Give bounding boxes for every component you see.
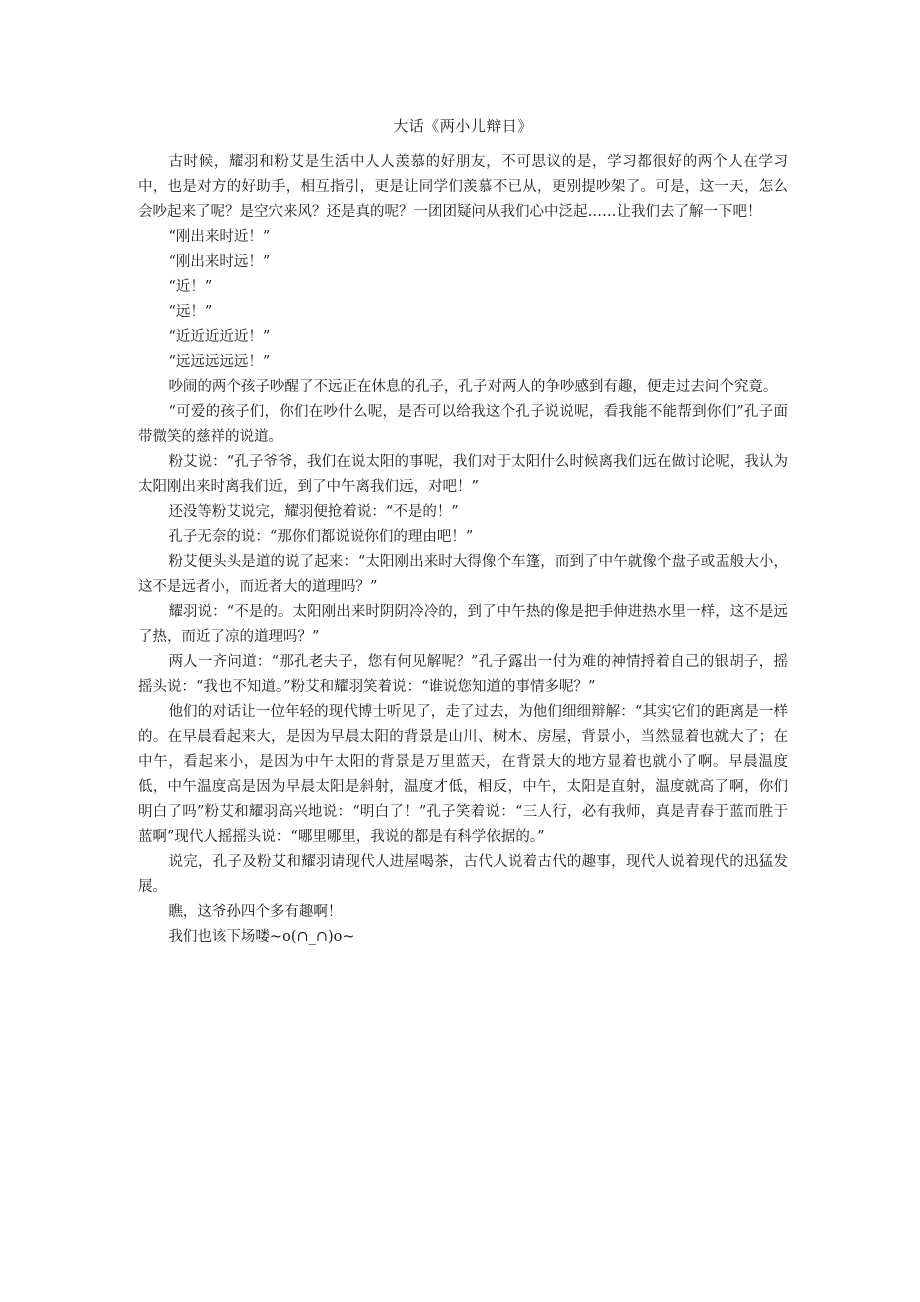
document-body: [138, 150, 788, 950]
paragraph: “可爱的孩子们，你们在吵什么呢，是否可以给我这个孔子说说呢，看我能不能帮到你们”孔子面带微笑的慈祥的说道。: [138, 404, 788, 445]
document-page: [138, 114, 788, 950]
document-title: 大话《两小儿辩日》: [393, 117, 533, 135]
paragraph: 瞧，这爷孙四个多有趣啊！: [168, 904, 343, 920]
paragraph: 粉艾便头头是道的说了起来：“太阳刚出来时大得像个车篷，而到了中午就像个盘子或盂般大小，这不是远者小，而近者大的道理吗？”: [138, 554, 788, 595]
paragraph: 两人一齐问道：“那孔老夫子，您有何见解呢？”孔子露出一付为难的神情捋着自己的银胡子，摇摇头说：“我也不知道。”粉艾和耀羽笑着说：“谁说您知道的事情多呢？”: [138, 654, 788, 695]
paragraph: 粉艾说：“孔子爷爷，我们在说太阳的事呢，我们对于太阳什么时候离我们远在做讨论呢，我认为太阳刚出来时离我们近，到了中午离我们远，对吧！”: [138, 454, 788, 495]
paragraph-closing: 我们也该下场喽~o(∩_∩)o~: [168, 929, 355, 945]
dialogue-line: “刚出来时远！”: [168, 254, 271, 270]
paragraph: 耀羽说：“不是的。太阳刚出来时阴阴冷冷的，到了中午热的像是把手伸进热水里一样，这不是远了热，而近了凉的道理吗？”: [138, 604, 788, 645]
paragraph: 孔子无奈的说：“那你们都说说你们的理由吧！”: [168, 529, 474, 545]
paragraph: 还没等粉艾说完，耀羽便抢着说：“不是的！”: [168, 504, 459, 520]
dialogue-line: “远！”: [168, 304, 213, 320]
dialogue-line: “刚出来时近！”: [168, 229, 271, 245]
paragraph: 吵闹的两个孩子吵醒了不远正在休息的孔子，孔子对两人的争吵感到有趣，便走过去问个究竟。: [168, 379, 778, 395]
paragraph-intro: 古时候，耀羽和粉艾是生活中人人羡慕的好朋友，不可思议的是，学习都很好的两个人在学习中，也是对方的好助手，相互指引，更是让同学们羡慕不已从，更别提吵架了。可是，这一天，怎么会吵起来了呢？是空穴来风？还是真的呢？一团团疑问从我们心中泛起……让我们去了解一下吧！: [138, 154, 788, 220]
dialogue-line: “近近近近近！”: [168, 329, 271, 345]
paragraph: 他们的对话让一位年轻的现代博士听见了，走了过去，为他们细细辩解：“其实它们的距离是一样的。在早晨看起来大，是因为早晨太阳的背景是山川、树木、房屋，背景小，当然显着也就大了；在中午，看起来小，是因为中午太阳的背景是万里蓝天，在背景大的地方显着也就小了啊。早晨温度低，中午温度高是因为早晨太阳是斜射，温度才低，相反，中午，太阳是直射，温度就高了啊，你们明白了吗”粉艾和耀羽高兴地说：“明白了！”孔子笑着说：“三人行，必有我师，真是青春于蓝而胜于蓝啊”现代人摇摇头说：“哪里哪里，我说的都是有科学依据的。”: [138, 704, 788, 845]
paragraph: 说完，孔子及粉艾和耀羽请现代人进屋喝茶，古代人说着古代的趣事，现代人说着现代的迅猛发展。: [138, 854, 788, 895]
dialogue-line: “近！”: [168, 279, 213, 295]
dialogue-line: “远远远远远！”: [168, 354, 271, 370]
